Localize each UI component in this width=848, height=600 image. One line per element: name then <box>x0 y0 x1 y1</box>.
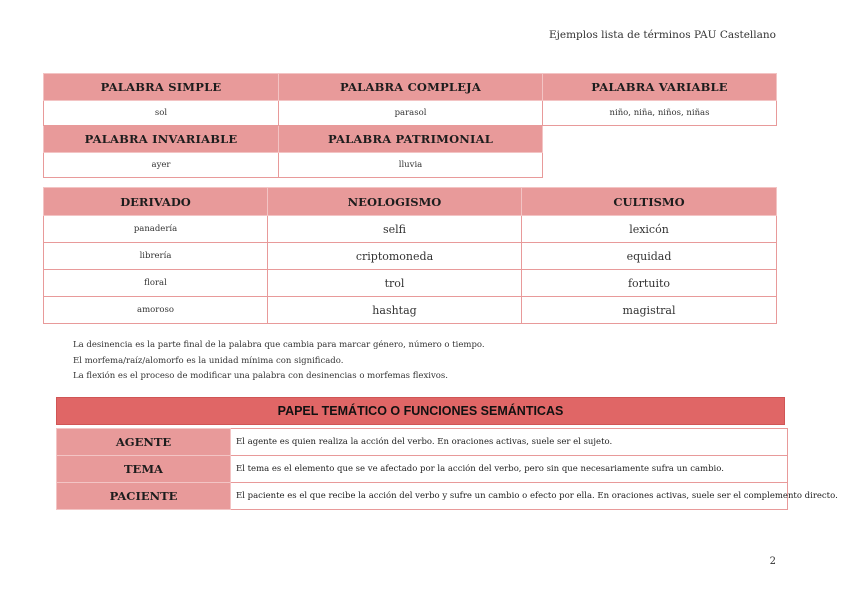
table-row <box>57 483 788 510</box>
empty-cell <box>543 153 777 178</box>
derivado-cell: librería <box>44 243 268 270</box>
value-palabra-simple: sol <box>44 101 279 126</box>
table-row <box>44 216 777 243</box>
definition-notes <box>73 338 485 385</box>
table-row <box>57 456 788 483</box>
cultismo-cell: lexicón <box>522 216 777 243</box>
role-tema: TEMA <box>57 456 231 483</box>
page-number: 2 <box>769 556 776 567</box>
word-types-table <box>43 73 777 178</box>
derivado-cell: amoroso <box>44 297 268 324</box>
header-palabra-compleja: PALABRA COMPLEJA <box>279 74 543 101</box>
document-header-title: Ejemplos lista de términos PAU Castellano <box>548 29 776 41</box>
value-palabra-patrimonial: lluvia <box>279 153 543 178</box>
role-paciente-description: El paciente es el que recibe la acción del verbo y sufre un cambio o efecto por ella. En oraciones activas, suele ser el complemento directo. <box>231 483 788 510</box>
table-row <box>44 153 777 178</box>
cultismo-cell: magistral <box>522 297 777 324</box>
empty-cell <box>543 126 777 153</box>
header-cultismo: CULTISMO <box>522 188 777 216</box>
neologismo-cell: trol <box>268 270 522 297</box>
header-derivado: DERIVADO <box>44 188 268 216</box>
derivado-cell: panadería <box>44 216 268 243</box>
table-row <box>57 429 788 456</box>
neologismo-cell: hashtag <box>268 297 522 324</box>
value-palabra-compleja: parasol <box>279 101 543 126</box>
role-agente-description: El agente es quien realiza la acción del verbo. En oraciones activas, suele ser el sujeto. <box>231 429 788 456</box>
derivado-cell: floral <box>44 270 268 297</box>
table-header-row <box>44 74 777 101</box>
header-palabra-patrimonial: PALABRA PATRIMONIAL <box>279 126 543 153</box>
table-row <box>44 243 777 270</box>
neologismo-cell: criptomoneda <box>268 243 522 270</box>
header-palabra-invariable: PALABRA INVARIABLE <box>44 126 279 153</box>
cultismo-cell: fortuito <box>522 270 777 297</box>
role-agente: AGENTE <box>57 429 231 456</box>
value-palabra-invariable: ayer <box>44 153 279 178</box>
header-palabra-variable: PALABRA VARIABLE <box>543 74 777 101</box>
header-neologismo: NEOLOGISMO <box>268 188 522 216</box>
semantic-roles-title: PAPEL TEMÁTICO O FUNCIONES SEMÁNTICAS <box>56 397 785 425</box>
role-tema-description: El tema es el elemento que se ve afectado por la acción del verbo, pero sin que necesariamente sufra un cambio. <box>231 456 788 483</box>
neologismo-cell: selfi <box>268 216 522 243</box>
note-desinencia: La desinencia es la parte final de la palabra que cambia para marcar género, número o tiempo. <box>73 340 485 350</box>
semantic-roles-table <box>56 428 838 510</box>
word-origin-table <box>43 187 777 324</box>
table-row <box>44 101 777 126</box>
role-paciente: PACIENTE <box>57 483 231 510</box>
table-header-row <box>44 188 777 216</box>
note-flexion: La flexión es el proceso de modificar una palabra con desinencias o morfemas flexivos. <box>73 371 448 381</box>
cultismo-cell: equidad <box>522 243 777 270</box>
table-row <box>44 297 777 324</box>
note-morfema: El morfema/raíz/alomorfo es la unidad mínima con significado. <box>73 355 344 366</box>
header-palabra-simple: PALABRA SIMPLE <box>44 74 279 101</box>
table-header-row <box>44 126 777 153</box>
value-palabra-variable: niño, niña, niños, niñas <box>543 101 777 126</box>
table-row <box>44 270 777 297</box>
